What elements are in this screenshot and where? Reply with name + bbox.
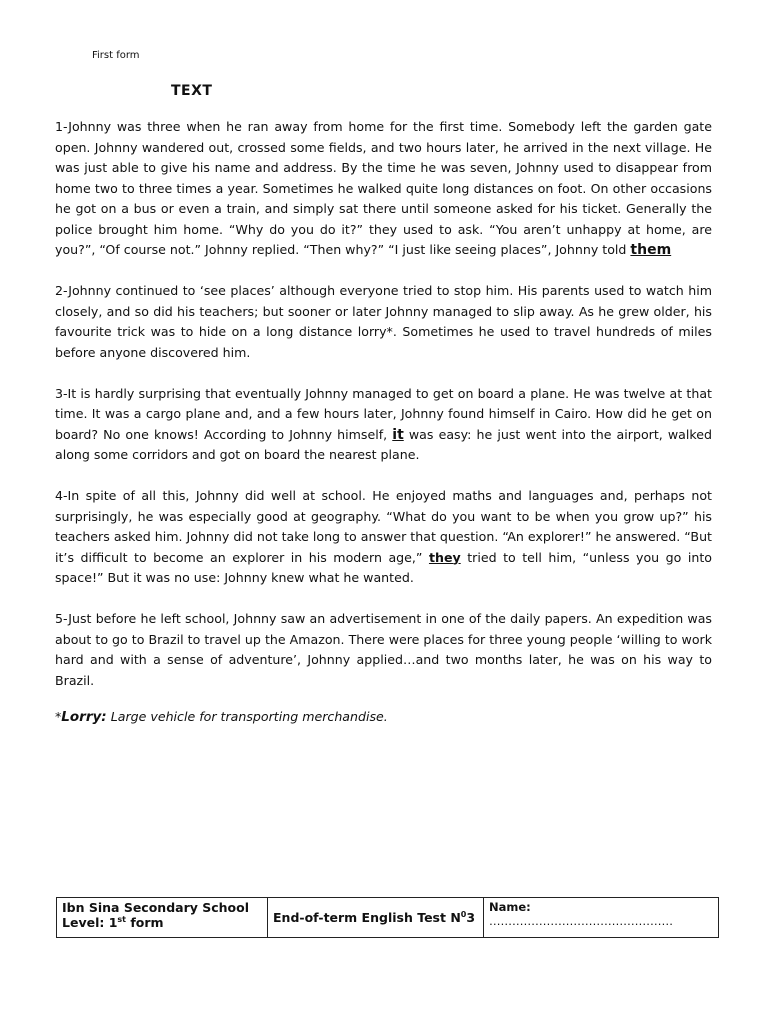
paragraph-2-text: 2-Johnny continued to ‘see places’ although everyone tried to stop him. His parents used to watch him closely, and so did his teachers; but sooner or later Johnny managed to slip away. As he grew older, his favourite trick was to hide on a long distance lorry*. Sometimes he used to travel hundreds of miles before anyone discovered him. bbox=[55, 283, 712, 360]
paragraph-2 bbox=[55, 281, 712, 363]
footnote bbox=[55, 709, 388, 725]
test-title-cell bbox=[268, 898, 484, 938]
form-label: First form bbox=[92, 50, 140, 61]
footer-row bbox=[57, 898, 719, 938]
footnote-marker: * bbox=[55, 709, 62, 724]
school-cell bbox=[57, 898, 268, 938]
school-name: Ibn Sina Secondary School bbox=[62, 900, 250, 915]
reference-word-they: they bbox=[428, 549, 461, 565]
paragraph-5-text: 5-Just before he left school, Johnny saw an advertisement in one of the daily papers. An expedition was about to go to Brazil to travel up the Amazon. There were places for three young people ‘willing to work hard and with a sense of adventure’, Johnny applied…and two months later, he was on his way to Brazil. bbox=[55, 611, 712, 688]
paragraph-3-text-after: was easy: he just went into the airport, walked along some corridors and got on board the nearest plane. bbox=[55, 426, 712, 462]
test-title-superscript: 0 bbox=[460, 909, 467, 919]
paragraph-4-text-after: tried to tell him, “unless you go into space!” But it was no use: Johnny knew what he wanted. bbox=[55, 549, 712, 585]
level-suffix: form bbox=[126, 915, 164, 931]
level-prefix: Level: 1 bbox=[62, 915, 118, 931]
paragraph-3-text-before: 3-It is hardly surprising that eventually Johnny managed to get on board a plane. He was twelve at that time. It was a cargo plane and, and a few hours later, Johnny found himself in Cairo. How did he get on board? No one knows! According to Johnny himself, bbox=[55, 385, 712, 442]
level-superscript: st bbox=[117, 915, 126, 924]
paragraph-5 bbox=[55, 609, 712, 691]
school-level bbox=[62, 915, 262, 930]
name-blank[interactable]: ………………………………………… bbox=[489, 914, 673, 928]
reference-word-it: it bbox=[392, 426, 404, 443]
reference-word-them: them bbox=[630, 242, 672, 258]
paragraph-4-text-before: 4-In spite of all this, Johnny did well at school. He enjoyed maths and languages and, perhaps not surprisingly, he was especially good at geography. “What do you want to be when you grow up?” his teachers asked him. Johnny did not take long to answer that question. “An explorer!” he answered. “But it’s difficult to become an explorer in his modern age,” bbox=[55, 488, 712, 565]
paragraph-4 bbox=[55, 486, 712, 589]
paragraph-1-text: 1-Johnny was three when he ran away from home for the first time. Somebody left the garden gate open. Johnny wandered out, crossed some fields, and two hours later, he arrived in the next village. He was just able to give his name and address. By the time he was seven, Johnny used to disappear from home two to three times a year. Sometimes he walked quite long distances on foot. On other occasions he got on a bus or even a train, and simply sat there until someone asked for his ticket. Generally the police brought him home. “Why do you do it?” they used to ask. “You aren’t unhappy at home, are you?”, “Of course not.” Johnny replied. “Then why?” “I just like seeing places”, Johnny told bbox=[55, 119, 712, 257]
footnote-definition: Large vehicle for transporting merchandise. bbox=[106, 709, 388, 724]
test-title-suffix: 3 bbox=[466, 910, 476, 926]
paragraph-1 bbox=[55, 117, 712, 261]
footnote-term: Lorry: bbox=[61, 709, 107, 725]
footer-info-table bbox=[56, 897, 719, 938]
text-body bbox=[55, 117, 712, 712]
paragraph-3 bbox=[55, 384, 712, 466]
name-cell[interactable] bbox=[484, 898, 719, 938]
page-title: TEXT bbox=[171, 83, 213, 99]
test-title-prefix: End-of-term English Test N bbox=[273, 910, 461, 926]
name-label: Name: bbox=[489, 900, 531, 914]
